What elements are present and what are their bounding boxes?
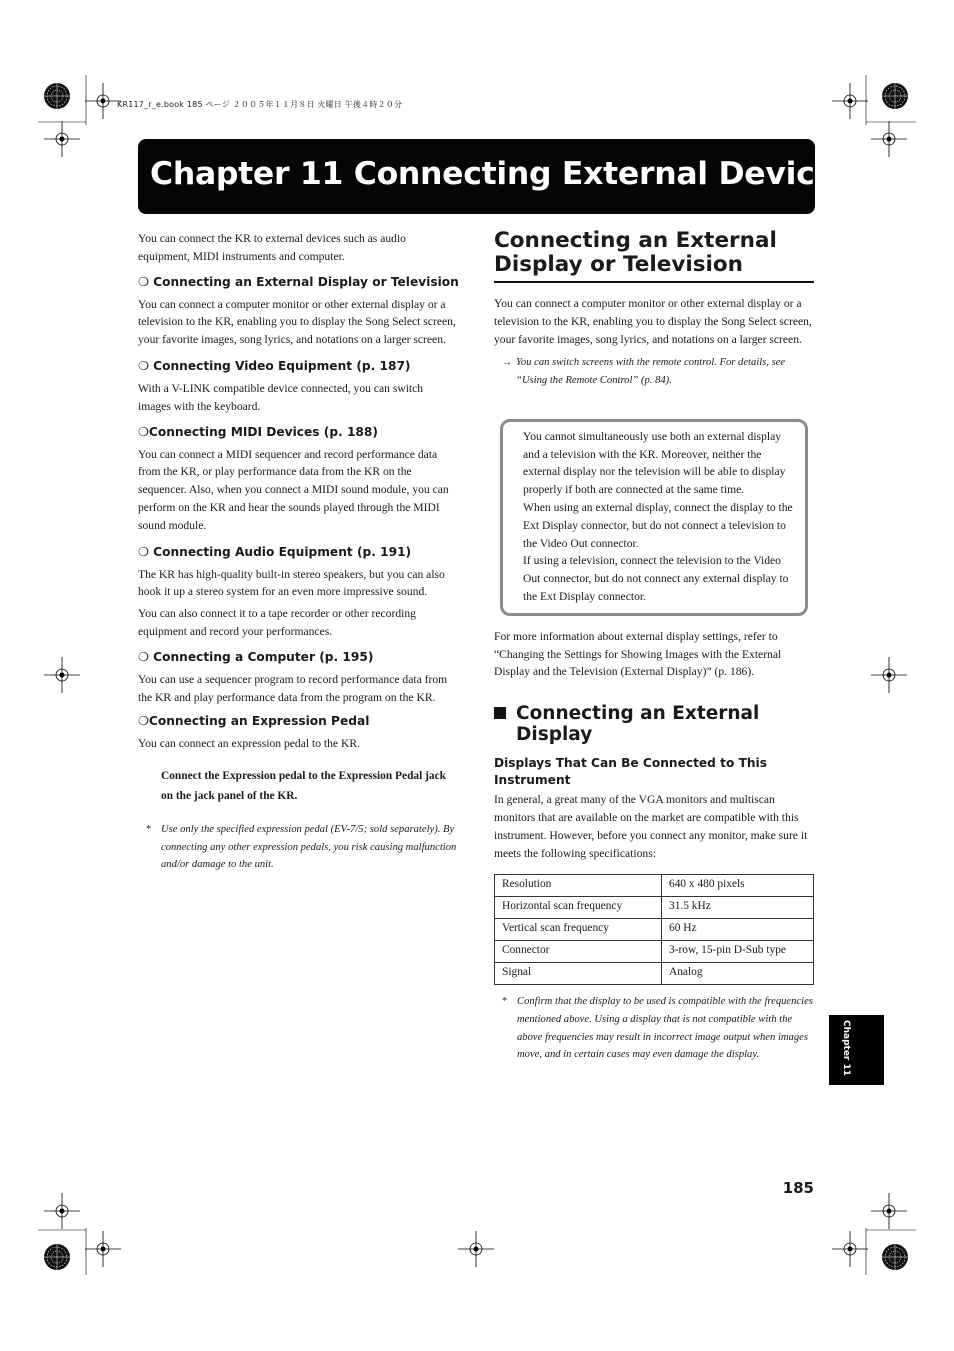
- target-mark-bottom-left: [44, 1244, 70, 1270]
- target-mark-bottom-right: [882, 1244, 908, 1270]
- instruction-step: Connect the Expression pedal to the Expression Pedal jack on the jack panel of the KR.: [161, 770, 446, 803]
- page-number: 185: [782, 1179, 814, 1197]
- spec-label: Vertical scan frequency: [495, 919, 662, 941]
- crosshair-mark: [832, 83, 868, 119]
- spec-label: Connector: [495, 941, 662, 963]
- crosshair-mark: [871, 1193, 907, 1229]
- note-asterisk: *: [502, 996, 508, 1008]
- warning-text: If using a television, connect the television to the Video Out connector, but do not connect any external display to the Ext Display connector.: [523, 554, 789, 603]
- spec-label: Signal: [495, 963, 662, 985]
- reference-text: You can switch screens with the remote control. For details, see “Using the Remote Control” (p. 84).: [516, 357, 786, 386]
- crosshair-mark: [44, 657, 80, 693]
- warning-text: When using an external display, connect the display to the Ext Display connector, but do not connect a television to the Video Out connector.: [523, 500, 793, 550]
- subsection-title: [494, 703, 814, 745]
- reference-note: [502, 354, 814, 388]
- section-heading-video: ❍ Connecting Video Equipment (p. 187): [138, 358, 411, 373]
- chapter-side-label: Chapter 11: [841, 1020, 851, 1077]
- section-intro: You can connect a computer monitor or other external display or a television to the KR, enabling you to display the Song Select screen, your favorite images, song lyrics, and notations on a larger screen.: [494, 297, 812, 346]
- caution-note: [146, 821, 458, 874]
- section-title: Connecting an External Display or Television: [494, 229, 814, 283]
- caution-note: [502, 993, 814, 1063]
- spec-value: 640 x 480 pixels: [662, 875, 814, 897]
- section-text: You can use a sequencer program to record performance data from the KR and play performance data from the program on the KR.: [138, 672, 448, 704]
- more-info-text: For more information about external display settings, refer to “Changing the Settings for Showing Images with the External Display and the Television (External Display)” (p. 186).: [494, 629, 782, 679]
- right-column: [494, 229, 814, 1064]
- crosshair-mark: [458, 1231, 494, 1267]
- spec-value: 3-row, 15-pin D-Sub type: [662, 941, 814, 963]
- chapter-side-tab: [829, 1015, 884, 1085]
- crosshair-mark: [871, 657, 907, 693]
- spec-value: 31.5 kHz: [662, 897, 814, 919]
- chapter-title: Chapter 11 Connecting External Devices: [150, 156, 854, 192]
- crosshair-mark: [832, 1231, 868, 1267]
- spec-value: Analog: [662, 963, 814, 985]
- warning-text: You cannot simultaneously use both an external display and a television with the KR. Moreover, neither the external display nor the television will be able to display properly if both are connected at the same time.: [523, 429, 786, 497]
- section-text: The KR has high-quality built-in stereo speakers, but you can also hook it up a stereo system for an even more impressive sound.: [138, 567, 445, 599]
- intro-text: You can connect the KR to external devices such as audio equipment, MIDI instruments and computer.: [138, 232, 406, 263]
- section-text: You can connect an expression pedal to the KR.: [138, 737, 360, 751]
- section-heading-pedal: ❍Connecting an Expression Pedal: [138, 714, 370, 729]
- section-heading-display: ❍ Connecting an External Display or Television: [138, 274, 459, 289]
- target-mark-top-left: [44, 83, 70, 109]
- section-heading-computer: ❍ Connecting a Computer (p. 195): [138, 649, 374, 664]
- crosshair-mark: [871, 121, 907, 157]
- table-row: [495, 897, 814, 919]
- arrow-icon: →: [502, 357, 512, 369]
- spec-intro: In general, a great many of the VGA monitors and multiscan monitors that are available on the market are compatible with this instrument. However, before you connect any monitor, make sure it meets the following specifications:: [494, 793, 808, 860]
- crosshair-mark: [44, 121, 80, 157]
- warning-box: [500, 419, 808, 616]
- square-bullet-icon: [494, 707, 506, 719]
- section-heading-midi: ❍Connecting MIDI Devices (p. 188): [138, 424, 378, 439]
- section-heading-audio: ❍ Connecting Audio Equipment (p. 191): [138, 544, 412, 559]
- table-row: [495, 941, 814, 963]
- section-text: You can connect a MIDI sequencer and record performance data from the KR, or play performance data from the KR on the sequencer. Also, when you connect a MIDI sound module, you can perform on the KR and hear the sounds played through the MIDI sound module.: [138, 447, 449, 532]
- note-asterisk: *: [146, 824, 152, 836]
- section-text: You can connect a computer monitor or other external display or a television to the KR, enabling you to display the Song Select screen, your favorite images, song lyrics, and notations on a larger screen.: [138, 297, 456, 347]
- spec-heading: Displays That Can Be Connected to This Instrument: [494, 756, 767, 788]
- chapter-banner: [138, 139, 854, 214]
- subsection-title-text: Connecting an External Display: [516, 703, 760, 746]
- note-text: Confirm that the display to be used is compatible with the frequencies mentioned above. Using a display that is not compatible with the above frequencies may result in incorrect image output when images move, and in certain cases may even damage the display.: [517, 996, 813, 1061]
- section-text: With a V-LINK compatible device connected, you can switch images with the keyboard.: [138, 381, 424, 413]
- spec-label: Resolution: [495, 875, 662, 897]
- spec-value: 60 Hz: [662, 919, 814, 941]
- left-column: [138, 230, 458, 874]
- table-row: [495, 963, 814, 985]
- crosshair-mark: [44, 1193, 80, 1229]
- section-text: You can also connect it to a tape recorder or other recording equipment and record your performances.: [138, 607, 416, 638]
- target-mark-top-right: [882, 83, 908, 109]
- crosshair-mark: [85, 1231, 121, 1267]
- table-row: [495, 875, 814, 897]
- spec-table: [494, 874, 814, 985]
- note-text: Use only the specified expression pedal (EV-7/5; sold separately). By connecting any other expression pedals, you risk causing malfunction and/or damage to the unit.: [161, 824, 457, 871]
- spec-label: Horizontal scan frequency: [495, 897, 662, 919]
- table-row: [495, 919, 814, 941]
- print-header: KR117_r_e.book 185 ページ ２００５年１１月８日 火曜日 午後４時２０分: [117, 100, 403, 109]
- crosshair-mark: [85, 83, 121, 119]
